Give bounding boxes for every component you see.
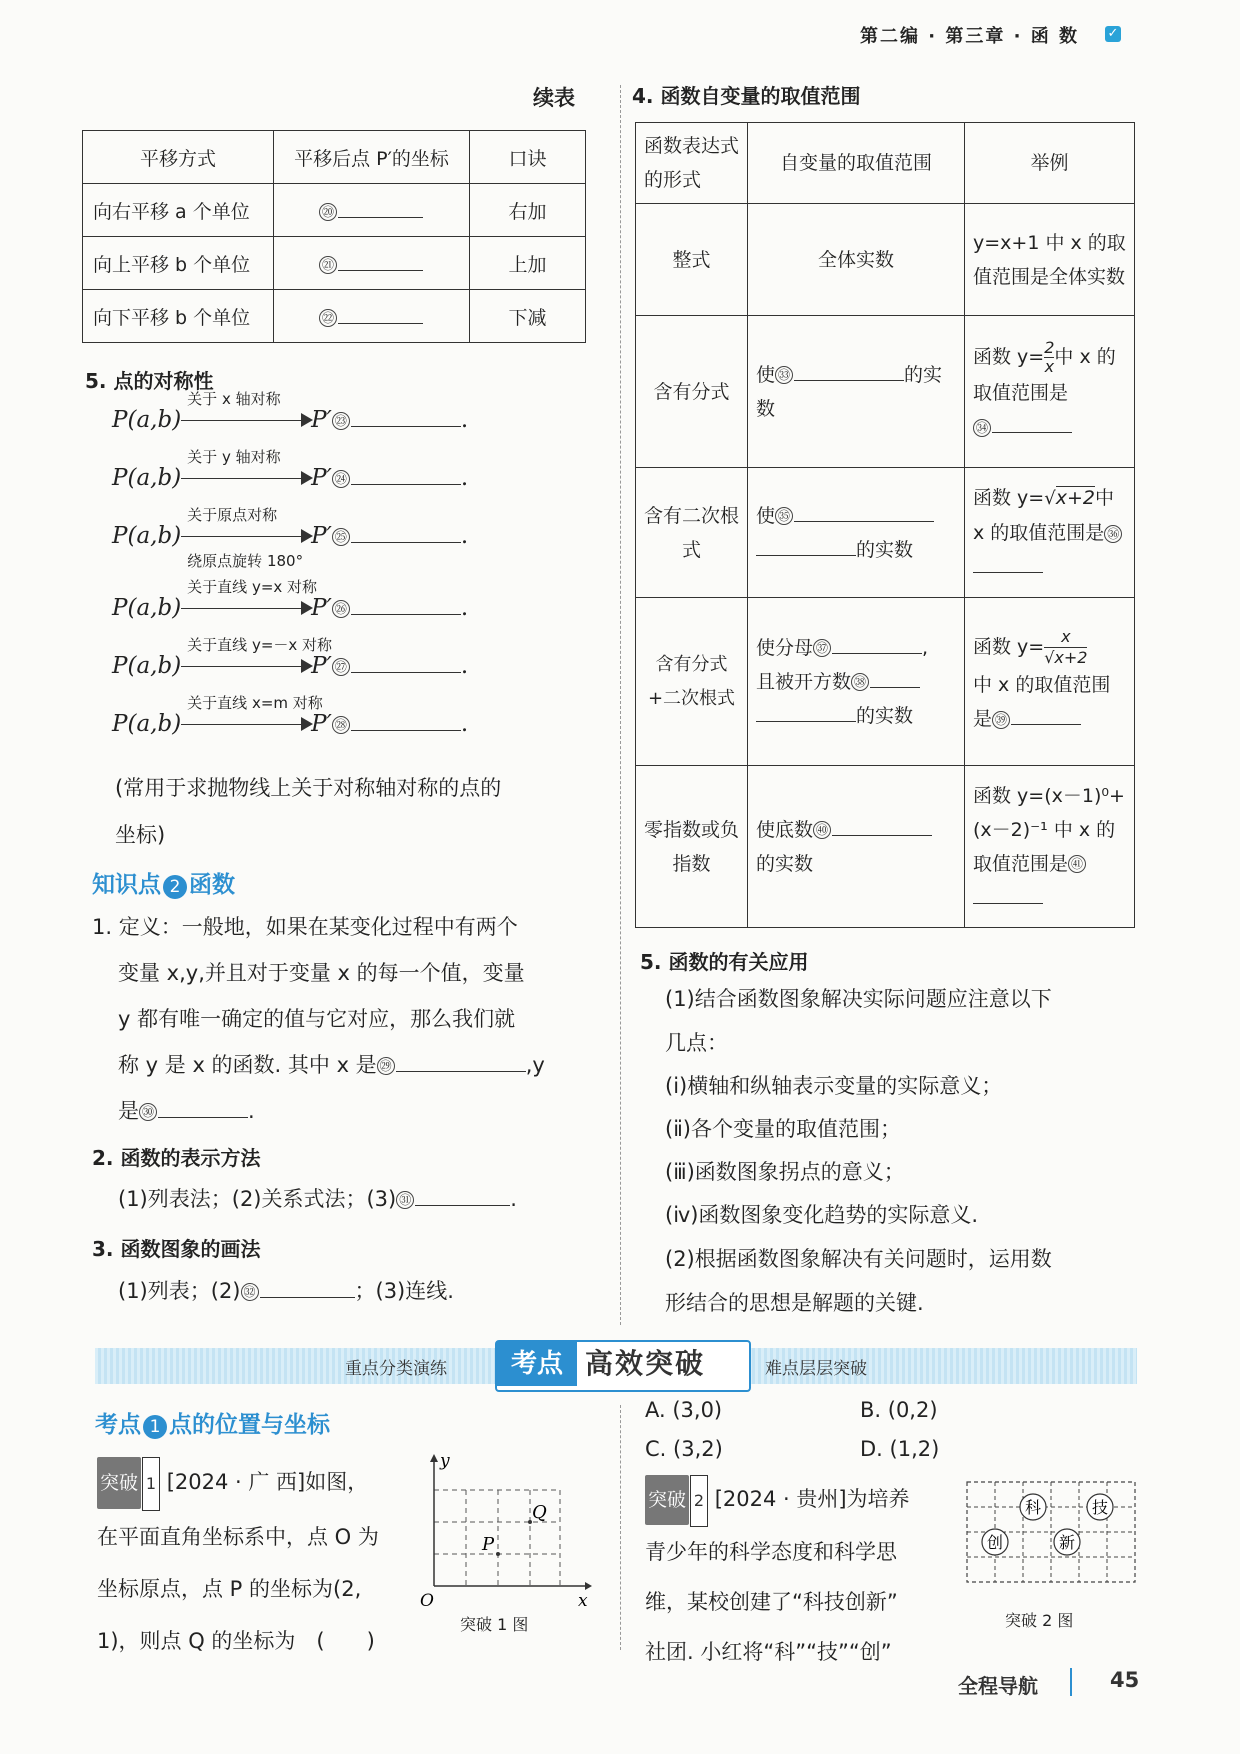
def-line <box>118 1088 255 1134</box>
table-header-row <box>83 131 586 184</box>
fraction-numerator: 2 <box>1044 338 1055 357</box>
answer-blank[interactable] <box>973 552 1043 573</box>
radicand: x+2 <box>1054 648 1088 667</box>
cell-text: 函数 y= <box>973 346 1045 368</box>
table-row <box>83 290 586 343</box>
answer-blank[interactable] <box>158 1095 248 1118</box>
table-header: 平移方式 <box>83 131 274 184</box>
answer-blank[interactable] <box>338 197 423 218</box>
method-text: ；(3)连线. <box>354 1279 454 1303</box>
answer-blank[interactable] <box>351 460 461 485</box>
point-p-prime: P′ <box>311 653 332 680</box>
banner-left-text: 重点分类演练 <box>345 1359 447 1379</box>
arrow <box>181 448 311 492</box>
note-line: (常用于求抛物线上关于对称轴对称的点的 <box>115 776 502 800</box>
cell-text: 函数 y= <box>973 636 1045 658</box>
table-cell <box>748 316 965 468</box>
cell-text: 的实数 <box>856 704 914 727</box>
blank-number: ㉝ <box>775 366 793 384</box>
cell-text: 中 x 的取值范围是 <box>973 487 1114 544</box>
check-icon: ✓ <box>1105 26 1121 42</box>
table-cell: 下减 <box>470 290 586 343</box>
banner-title: 高效突破 <box>585 1347 706 1380</box>
arrow <box>181 506 311 571</box>
end-mark: . <box>460 595 469 622</box>
question-text: 青少年的科学态度和科学思 <box>645 1540 897 1564</box>
point-p: P(a,b) <box>112 711 182 738</box>
answer-blank[interactable] <box>351 648 461 673</box>
point-p: P(a,b) <box>112 465 182 492</box>
table-header: 自变量的取值范围 <box>748 123 965 204</box>
cell-text: 使 <box>756 504 776 527</box>
method-text: . <box>510 1187 517 1211</box>
def-line: 变量 x,y,并且对于变量 x 的每一个值，变量 <box>118 961 525 985</box>
piece-ke: 科 <box>1024 1498 1042 1517</box>
table-header-row <box>636 123 1135 204</box>
def-text: . <box>248 1099 255 1123</box>
piece-ji: 技 <box>1091 1498 1109 1517</box>
footer-separator <box>1070 1668 1072 1696</box>
table-cell: 含有分式+二次根式 <box>636 598 748 766</box>
table-row <box>636 598 1135 766</box>
banner-tag: 考点 <box>497 1342 577 1386</box>
table-cell: 函数 y=√x+2中 x 的取值范围是 ㊱ <box>965 468 1135 598</box>
exam-point-heading <box>95 1406 330 1439</box>
section-title: 3. 函数图象的画法 <box>92 1237 261 1261</box>
answer-blank[interactable] <box>756 535 856 556</box>
question-tag: 突破 <box>645 1475 689 1525</box>
blank-number: ㉓ <box>332 412 350 430</box>
question-text: 1)，则点 Q 的坐标为 ( ) <box>97 1629 375 1653</box>
answer-blank[interactable] <box>351 402 461 427</box>
point-p: P(a,b) <box>112 523 182 550</box>
table-cell: 向下平移 b 个单位 <box>83 290 274 343</box>
answer-blank-cell <box>274 290 470 343</box>
end-mark: . <box>460 465 469 492</box>
origin-label: O <box>420 1591 434 1610</box>
answer-blank[interactable] <box>396 1049 526 1072</box>
kp-number: 1 <box>143 1415 167 1439</box>
point-p-prime: P′ <box>311 595 332 622</box>
end-mark: . <box>460 407 469 434</box>
table-cell: 含有二次根式 <box>636 468 748 598</box>
app-line: (ⅰ)横轴和纵轴表示变量的实际意义； <box>665 1074 1003 1098</box>
app-line: (ⅱ)各个变量的取值范围； <box>665 1117 901 1141</box>
app-line: 几点： <box>665 1031 728 1055</box>
arrow-label: 关于 x 轴对称 <box>187 390 281 409</box>
question-tag-number: 2 <box>690 1475 708 1527</box>
piece-chuang: 创 <box>986 1533 1004 1552</box>
answer-blank[interactable] <box>832 815 932 836</box>
translation-table <box>82 130 586 343</box>
cell-text: 使 <box>756 363 776 386</box>
p-label: P <box>482 1534 495 1555</box>
def-line <box>118 1042 545 1088</box>
figure-caption: 突破 1 图 <box>460 1615 529 1634</box>
blank-number: ㊵ <box>813 821 831 839</box>
cell-text: 中 x 的取值范围是 <box>973 674 1111 730</box>
kp-prefix: 考点 <box>95 1412 141 1438</box>
banner-right-text: 难点层层突破 <box>765 1359 867 1379</box>
arrow-label: 关于直线 x=m 对称 <box>187 694 323 713</box>
column-divider-bottom <box>620 1405 621 1650</box>
piece-xin: 新 <box>1058 1533 1076 1552</box>
app-line: (1)结合函数图象解决实际问题应注意以下 <box>665 987 1052 1011</box>
answer-blank[interactable] <box>260 1275 355 1298</box>
point-p: P(a,b) <box>112 595 182 622</box>
answer-blank[interactable] <box>351 706 461 731</box>
section-title: 5. 函数的有关应用 <box>640 950 809 974</box>
kp-title: 函数 <box>189 872 235 898</box>
table-cell: y=x+1 中 x 的取值范围是全体实数 <box>965 204 1135 316</box>
point-p-prime: P′ <box>311 711 332 738</box>
footer-brand: 全程导航 <box>958 1674 1038 1698</box>
method-line <box>118 1176 517 1222</box>
method-line <box>118 1268 454 1314</box>
question-text: 坐标原点，点 P 的坐标为(2, <box>97 1577 362 1601</box>
blank-number: ㉚ <box>139 1103 157 1121</box>
kp-prefix: 知识点 <box>92 872 161 898</box>
point-p-prime: P′ <box>311 407 332 434</box>
question-text: 维，某校创建了“科技创新” <box>645 1590 898 1614</box>
table-cell <box>965 766 1135 928</box>
table-cell: 含有分式 <box>636 316 748 468</box>
table-cell: 全体实数 <box>748 204 965 316</box>
question-text: 社团. 小红将“科”“技”“创” <box>645 1640 892 1664</box>
answer-blank-cell <box>274 237 470 290</box>
point-p: P(a,b) <box>112 407 182 434</box>
cell-text: 函数 y=(x－1)⁰+(x－2)⁻¹ 中 x 的取值范围是 <box>973 784 1125 875</box>
cell-text: 的实数 <box>856 538 914 561</box>
question-text: 在平面直角坐标系中，点 O 为 <box>97 1525 379 1549</box>
table-cell: 上加 <box>470 237 586 290</box>
column-divider <box>620 85 621 1325</box>
blank-number: ㉒ <box>319 309 337 327</box>
table-cell: 右加 <box>470 184 586 237</box>
option-a[interactable]: A. (3,0) <box>645 1398 723 1422</box>
app-line: 形结合的思想是解题的关键. <box>665 1291 924 1315</box>
domain-table <box>635 122 1135 928</box>
table-row <box>636 316 1135 468</box>
blank-number: ㉕ <box>332 528 350 546</box>
answer-blank[interactable] <box>992 412 1072 433</box>
section-title: 5. 点的对称性 <box>85 369 214 393</box>
point-p: P(a,b) <box>112 653 182 680</box>
chess-grid-figure <box>965 1480 1140 1600</box>
kp-number: 2 <box>163 875 187 899</box>
table-cell: 使分母 ㊲ , 且被开方数 ㊳ 的实数 <box>748 598 965 766</box>
section-title: 2. 函数的表示方法 <box>92 1146 261 1170</box>
blank-number: ㉞ <box>973 419 991 437</box>
chapter-header: 第二编 · 第三章 · 函 数 <box>860 26 1080 47</box>
kp-title: 点的位置与坐标 <box>169 1412 330 1438</box>
blank-number: ㉛ <box>396 1191 414 1209</box>
blank-number: ⑳ <box>319 203 337 221</box>
page-number: 45 <box>1110 1668 1140 1692</box>
blank-number: ㉗ <box>332 658 350 676</box>
table-row <box>83 237 586 290</box>
blank-number: ㊲ <box>813 639 831 657</box>
question-text: [2024 · 广 西]如图， <box>166 1470 369 1494</box>
answer-blank[interactable] <box>338 303 423 324</box>
blank-number: ㉑ <box>319 256 337 274</box>
blank-number: ㉔ <box>332 470 350 488</box>
symmetry-row <box>112 390 469 434</box>
table-header: 函数表达式的形式 <box>636 123 748 204</box>
blank-number: ㉟ <box>775 507 793 525</box>
symmetry-row <box>112 506 469 571</box>
def-text: 是 <box>118 1099 139 1123</box>
answer-blank[interactable] <box>794 501 934 522</box>
answer-blank[interactable] <box>415 1183 510 1206</box>
option-d[interactable]: D. (1,2) <box>860 1437 940 1461</box>
symmetry-row <box>112 636 469 680</box>
cell-text: 的实数 <box>756 852 814 875</box>
question-tag-number: 1 <box>142 1457 160 1511</box>
method-text: (1)列表；(2) <box>118 1279 241 1303</box>
blank-number: ㊴ <box>992 711 1010 729</box>
answer-blank[interactable] <box>338 250 423 271</box>
answer-blank-cell <box>274 184 470 237</box>
answer-blank[interactable] <box>973 883 1043 904</box>
def-text: 称 y 是 x 的函数. 其中 x 是 <box>118 1053 377 1077</box>
table-header: 举例 <box>965 123 1135 204</box>
point-p-prime: P′ <box>311 523 332 550</box>
question-1 <box>97 1456 417 1667</box>
answer-blank[interactable] <box>870 667 920 688</box>
question-2 <box>645 1474 955 1677</box>
symmetry-row <box>112 578 469 622</box>
end-mark: . <box>460 523 469 550</box>
option-c[interactable]: C. (3,2) <box>645 1437 723 1461</box>
blank-number: ㊶ <box>1068 855 1086 873</box>
answer-blank[interactable] <box>794 360 904 381</box>
end-mark: . <box>460 653 469 680</box>
table-cell <box>965 316 1135 468</box>
fraction-denominator: x <box>1044 357 1055 376</box>
table-header: 平移后点 P′的坐标 <box>274 131 470 184</box>
q-label: Q <box>532 1502 547 1523</box>
cell-text: 使分母 <box>756 636 814 659</box>
answer-blank[interactable] <box>351 590 461 615</box>
coordinate-figure <box>420 1450 595 1610</box>
table-cell: 函数 y= $\frac{x}{√x+2}$ 中 x 的取值范围是 ㊴ <box>965 598 1135 766</box>
end-mark: . <box>460 711 469 738</box>
section-title: 4. 函数自变量的取值范围 <box>632 84 861 108</box>
table-header: 口诀 <box>470 131 586 184</box>
cell-text: 且被开方数 <box>756 670 852 693</box>
blank-number: ㉘ <box>332 716 350 734</box>
question-text: [2024 · 贵州]为培养 <box>714 1487 910 1511</box>
def-line: y 都有唯一确定的值与它对应，那么我们就 <box>118 1007 516 1031</box>
method-text: (1)列表法；(2)关系式法；(3) <box>118 1187 397 1211</box>
cell-text: 使底数 <box>756 818 814 841</box>
blank-number: ㊳ <box>851 673 869 691</box>
table-row <box>636 204 1135 316</box>
figure-caption: 突破 2 图 <box>1005 1611 1074 1630</box>
symmetry-row <box>112 448 469 492</box>
point-p <box>496 1552 500 1556</box>
arrow <box>181 390 311 434</box>
arrow-label: 关于直线 y=x 对称 <box>187 578 318 597</box>
arrow-label-2: 绕原点旋转 180° <box>187 552 304 571</box>
question-tag: 突破 <box>97 1457 141 1509</box>
arrow-label: 关于 y 轴对称 <box>187 448 281 467</box>
table-row <box>636 468 1135 598</box>
table-row <box>636 766 1135 928</box>
table-cell <box>748 468 965 598</box>
fraction-numerator: x <box>1044 627 1087 648</box>
blank-number: ㉜ <box>241 1283 259 1301</box>
answer-blank[interactable] <box>756 701 856 722</box>
def-line: 1. 定义：一般地，如果在某变化过程中有两个 <box>92 915 518 939</box>
option-b[interactable]: B. (0,2) <box>860 1398 938 1422</box>
arrow <box>181 694 323 738</box>
table-cell: 零指数或负指数 <box>636 766 748 928</box>
def-text: ,y <box>525 1053 545 1077</box>
table-cell: 整式 <box>636 204 748 316</box>
table-cell: 向右平移 a 个单位 <box>83 184 274 237</box>
app-line: (ⅳ)函数图象变化趋势的实际意义. <box>665 1203 979 1227</box>
table-cell <box>748 766 965 928</box>
table-row <box>83 184 586 237</box>
table-cell: 向上平移 b 个单位 <box>83 237 274 290</box>
cell-text: 函数 y= <box>973 487 1045 509</box>
point-p-prime: P′ <box>311 465 332 492</box>
app-line: (2)根据函数图象解决有关问题时，运用数 <box>665 1247 1052 1271</box>
answer-blank[interactable] <box>351 518 461 543</box>
table-caption: 续表 <box>533 86 575 110</box>
app-line: (ⅲ)函数图象拐点的意义； <box>665 1160 905 1184</box>
knowledge-point-heading <box>92 866 235 899</box>
answer-blank[interactable] <box>1011 704 1081 725</box>
arrow-label: 关于直线 y=－x 对称 <box>187 636 333 655</box>
note-line: 坐标) <box>115 823 166 847</box>
cell-text: 中 x 的取值范围是 <box>973 346 1116 404</box>
blank-number: ㉙ <box>377 1057 395 1075</box>
arrow <box>181 578 318 622</box>
symmetry-row <box>112 694 469 738</box>
axis-x-label: x <box>578 1591 588 1610</box>
axis-y-label: y <box>440 1451 450 1471</box>
blank-number: ㉖ <box>332 600 350 618</box>
blank-number: ㊱ <box>1104 525 1122 543</box>
answer-blank[interactable] <box>832 633 922 654</box>
cell-text: 的实数 <box>756 363 943 420</box>
arrow-label: 关于原点对称 <box>187 506 278 525</box>
arrow <box>181 636 333 680</box>
radicand: x+2 <box>1055 487 1095 509</box>
